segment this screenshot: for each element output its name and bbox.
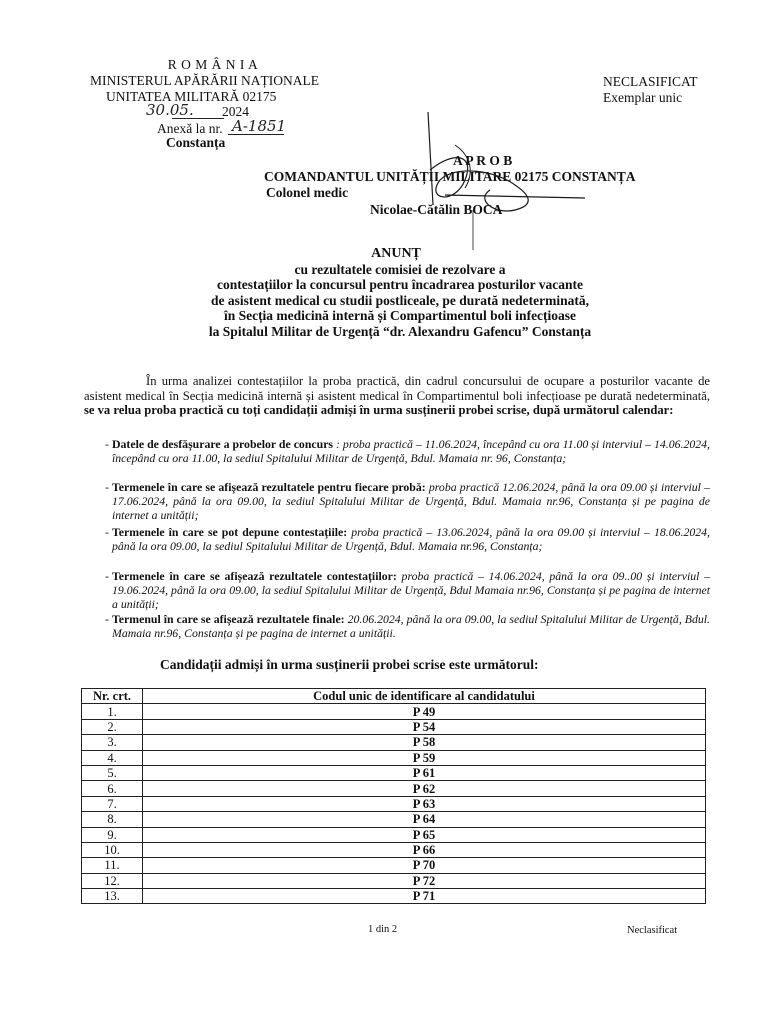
copy-label: Exemplar unic xyxy=(603,90,683,105)
candidates-table xyxy=(81,688,706,904)
approval-label: A P R O B xyxy=(453,153,513,168)
row-number: 13. xyxy=(82,889,143,904)
row-number: 6. xyxy=(82,781,143,796)
row-number: 12. xyxy=(82,873,143,888)
candidate-code: P 71 xyxy=(143,889,706,904)
candidate-code: P 54 xyxy=(143,719,706,734)
calendar-item-text: proba practică 12.06.2024, până la ora 09.00 și interviul – 17.06.2024, până la ora 09.00, la sediul Spitalului Militar de Urgență, Bdul. Mamaia nr.96, Constanța și pe pagina de internet a unității; xyxy=(112,480,711,522)
row-number: 8. xyxy=(82,812,143,827)
row-number: 11. xyxy=(82,858,143,873)
title-line: la Spitalul Militar de Urgență “dr. Alexandru Gafencu” Constanța xyxy=(208,323,592,339)
signature-image xyxy=(395,110,595,260)
calendar-item-label: Termenele în care se afișează rezultatele pentru fiecare probă: xyxy=(112,480,426,494)
unit-name: UNITATEA MILITARĂ 02175 xyxy=(106,89,277,104)
table-intro: Candidații admiși în urma susținerii probei scrise este următorul: xyxy=(160,657,539,672)
table-header-row xyxy=(82,689,706,704)
date-year: 2024 xyxy=(222,104,249,119)
table-row xyxy=(82,750,706,765)
table-row xyxy=(82,719,706,734)
candidate-code: P 63 xyxy=(143,796,706,811)
calendar-item: - Termenele în care se afișează rezultatele contestațiilor: proba practică – 14.06.2024, până la ora 09..00 și interviul – 19.06.2024, până la ora 09.00, la sediul Spitalului Militar de Urgență, Bdul Mamaia nr.96, Constanța și pe pagina de internet a unității; xyxy=(105,569,710,611)
table-row xyxy=(82,842,706,857)
table-row xyxy=(82,735,706,750)
row-number: 10. xyxy=(82,842,143,857)
header-right xyxy=(603,74,698,106)
candidate-code: P 72 xyxy=(143,873,706,888)
title-line: contestațiilor la concursul pentru încadrarea posturilor vacante xyxy=(217,277,583,292)
calendar-item: - Termenele în care se pot depune contestațiile: proba practică – 13.06.2024, până la ora 09.00 și interviul – 18.06.2024, până la ora 09.00, la sediul Spitalului Militar de Urgență, Bdul. Mamaia nr.96, Constanța; xyxy=(105,525,710,553)
calendar-item-text: proba practică – 13.06.2024, până la ora 09.00 și interviul – 18.06.2024, până la ora 09.00, la sediul Spitalului Militar de Urgență, Bdul. Mamaia nr.96, Constanța; xyxy=(112,525,710,553)
calendar-item-label: Termenele în care se afișează rezultatele contestațiilor: xyxy=(112,569,397,583)
header-left xyxy=(88,57,348,105)
country-name: R O M Â N I A xyxy=(167,57,259,72)
row-number: 7. xyxy=(82,796,143,811)
calendar-item-text: proba practică – 14.06.2024, până la ora 09..00 și interviul – 19.06.2024, până la ora 09.00, la sediul Spitalului Militar de Urgență, Bdul Mamaia nr.96, Constanța și pe pagina de internet a unității; xyxy=(112,569,710,611)
row-number: 4. xyxy=(82,750,143,765)
calendar-item: - Termenul în care se afișează rezultatele finale: 20.06.2024, până la ora 09.00, la sediul Spitalului Militar de Urgență, Bdul. Mamaia nr.96, Constanța și pe pagina de internet a unității. xyxy=(105,612,710,640)
calendar-item-label: Datele de desfășurare a probelor de concurs xyxy=(112,437,334,451)
title-line: cu rezultatele comisiei de rezolvare a xyxy=(294,261,506,277)
handwritten-date: 30.05. xyxy=(146,101,194,119)
calendar-item-label: Termenul în care se afișează rezultatele finale: xyxy=(112,612,345,626)
row-number: 1. xyxy=(82,704,143,719)
title-line: de asistent medical cu studii postliceale, pe durată nedeterminată, xyxy=(211,292,589,308)
calendar-item: - Datele de desfășurare a probelor de concurs : proba practică – 11.06.2024, începând cu ora 11.00 și interviul – 14.06.2024, începând cu ora 11.00, la sediul Spitalului Militar de Urgență, Bdul. Mamaia nr. 96, Constanța; xyxy=(105,437,711,465)
candidate-code: P 64 xyxy=(143,812,706,827)
title-line: în Secția medicină internă și Compartimentul boli infecțioase xyxy=(223,308,577,323)
candidate-code: P 65 xyxy=(143,827,706,842)
table-row xyxy=(82,812,706,827)
approval-rank: Colonel medic xyxy=(266,185,349,200)
announcement-title xyxy=(160,246,640,339)
intro-bold-text: se va relua proba practică cu toți candidații admiși în urma susținerii probei scrise, după următorul calendar: xyxy=(84,403,674,418)
handwritten-annex-number: A-1851 xyxy=(232,117,287,135)
approval-name: Nicolae-Cătălin BOCA xyxy=(370,202,503,217)
annex-label: Anexă la nr. xyxy=(157,121,223,136)
header-code: Codul unic de identificare al candidatului xyxy=(143,689,706,704)
table-row xyxy=(82,858,706,873)
candidate-code: P 61 xyxy=(143,765,706,780)
table-row xyxy=(82,704,706,719)
row-number: 2. xyxy=(82,719,143,734)
row-number: 3. xyxy=(82,735,143,750)
intro-paragraph xyxy=(84,374,710,418)
classification-label: NECLASIFICAT xyxy=(603,74,698,89)
candidate-code: P 49 xyxy=(143,704,706,719)
annex-underline xyxy=(228,134,284,135)
row-number: 5. xyxy=(82,765,143,780)
footer-classification: Neclasificat xyxy=(627,925,678,936)
table-row xyxy=(82,889,706,904)
intro-text: În urma analizei contestațiilor la proba practică, din cadrul concursului de ocupare a posturilor vacante de asistent medical în Secția medicină internă și asistent medical în Compartimentul boli infecțioase pe durată nedeterminată, xyxy=(84,374,710,403)
title-heading: ANUNȚ xyxy=(371,246,421,261)
candidate-code: P 58 xyxy=(143,735,706,750)
calendar-item: - Termenele în care se afișează rezultatele pentru fiecare probă: proba practică 12.06.2024, până la ora 09.00 și interviul – 17.06.2024, până la ora 09.00, la sediul Spitalului Militar de Urgență, Bdul. Mamaia nr.96, Constanța și pe pagina de internet a unității; xyxy=(105,480,711,522)
table-row xyxy=(82,765,706,780)
candidate-code: P 59 xyxy=(143,750,706,765)
approval-role: COMANDANTUL UNITĂȚII MILITARE 02175 CONSTANȚA xyxy=(264,169,636,184)
table-row xyxy=(82,796,706,811)
candidate-code: P 70 xyxy=(143,858,706,873)
table-row xyxy=(82,827,706,842)
date-underline xyxy=(172,118,224,119)
calendar-item-text: : proba practică – 11.06.2024, începând cu ora 11.00 și interviul – 14.06.2024, începând cu ora 11.00, la sediul Spitalului Militar de Urgență, Bdul. Mamaia nr. 96, Constanța; xyxy=(112,437,711,465)
ministry-name: MINISTERUL APĂRĂRII NAȚIONALE xyxy=(90,73,319,88)
row-number: 9. xyxy=(82,827,143,842)
table-row xyxy=(82,781,706,796)
city-name: Constanța xyxy=(166,135,226,150)
calendar-item-label: Termenele în care se pot depune contestațiile: xyxy=(112,525,348,539)
table-row xyxy=(82,873,706,888)
candidate-code: P 62 xyxy=(143,781,706,796)
header-nr: Nr. crt. xyxy=(82,689,143,704)
page-number: 1 din 2 xyxy=(368,924,398,935)
candidate-code: P 66 xyxy=(143,842,706,857)
calendar-item-text: 20.06.2024, până la ora 09.00, la sediul Spitalului Militar de Urgență, Bdul. Mamaia nr.96, Constanța și pe pagina de internet a unității. xyxy=(112,612,710,640)
